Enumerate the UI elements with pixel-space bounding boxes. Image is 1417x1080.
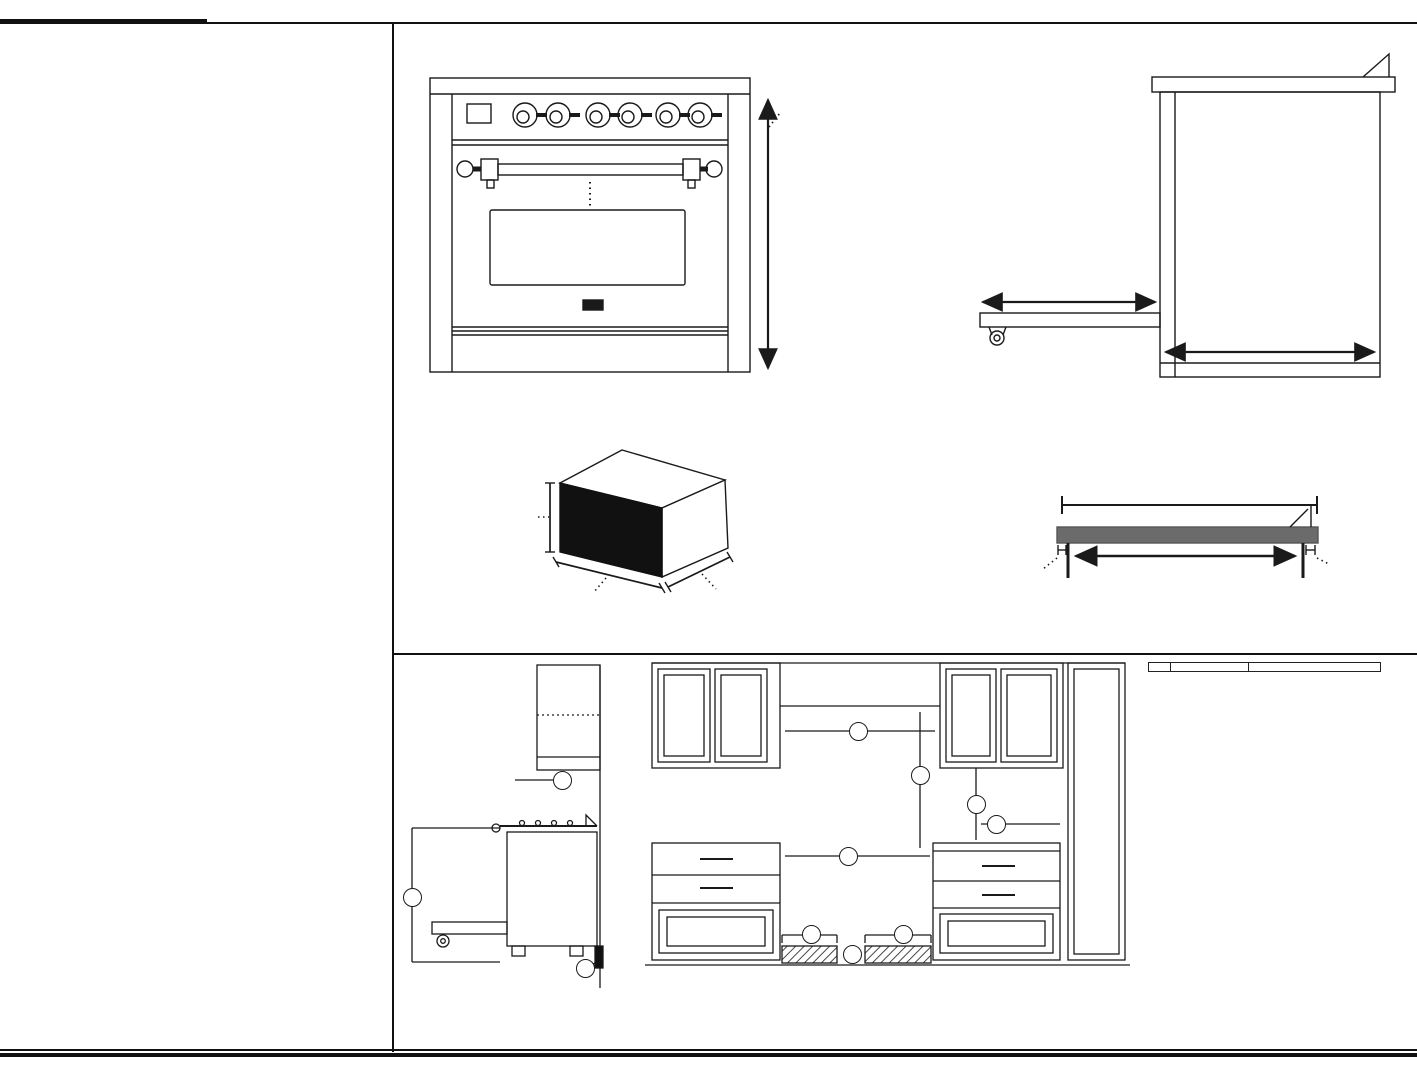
table-header-description (1249, 663, 1381, 672)
cooktop-profile-diagram (1000, 475, 1410, 590)
control-display (467, 104, 491, 123)
range-front-diagram (425, 70, 885, 382)
marker-D-left (802, 925, 821, 944)
open-door (980, 313, 1160, 327)
door-caster (990, 331, 1004, 345)
marker-F (576, 959, 595, 978)
marker-E (843, 945, 862, 964)
oven-capacity-diagram (540, 440, 800, 610)
connection-area-right (865, 946, 931, 963)
footer-rule-thin (0, 1049, 1417, 1051)
wall-cabinet (537, 665, 600, 770)
marker-C (849, 722, 868, 741)
burner-knobs-icon (513, 103, 722, 127)
range-side-diagram (975, 45, 1405, 390)
table-header-row (1149, 663, 1381, 672)
footer-rule-thick (0, 1053, 1417, 1057)
marker-D-right (894, 925, 913, 944)
marker-B (911, 766, 930, 785)
table-header-marker (1149, 663, 1171, 672)
oven-handle (457, 159, 722, 188)
connection-block (595, 946, 603, 968)
marker-2 (967, 795, 986, 814)
backsplash-profile (1363, 54, 1389, 77)
marker-1 (553, 771, 572, 790)
installation-table (1148, 662, 1381, 672)
marker-3 (403, 888, 422, 907)
open-door-side (432, 922, 507, 934)
table-header-dimensions (1171, 663, 1249, 672)
base-cabinet-right (933, 843, 1060, 960)
tall-cabinet (1068, 663, 1125, 960)
connection-area-left (782, 946, 837, 963)
range-body-side (507, 832, 597, 946)
installation-front-diagram (645, 655, 1145, 970)
cooktop-slab (1057, 527, 1318, 543)
base-cabinet-left (652, 843, 780, 960)
installation-side-diagram (400, 658, 615, 993)
oven-window (490, 210, 685, 285)
vertical-divider (392, 23, 394, 1052)
marker-A (839, 847, 858, 866)
brand-logo-plate (583, 300, 603, 310)
header-rule (0, 22, 1417, 24)
marker-4 (987, 815, 1006, 834)
